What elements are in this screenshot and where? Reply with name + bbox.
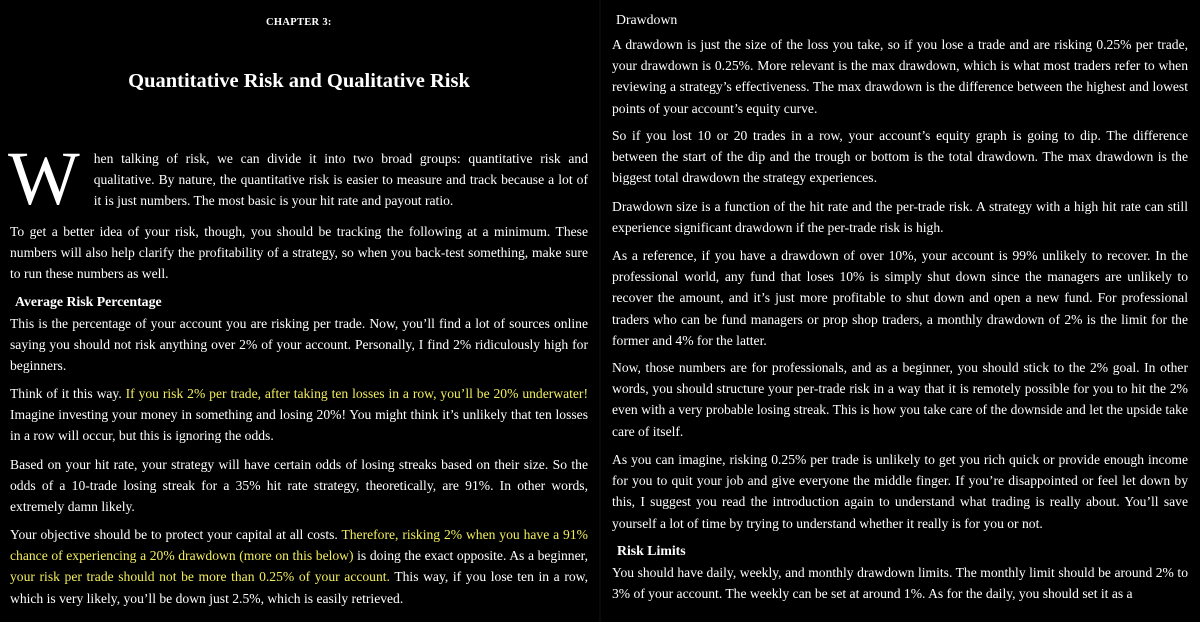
chapter-label: CHAPTER 3: bbox=[266, 17, 332, 28]
heading-drawdown-block bbox=[612, 10, 1188, 30]
think-text-a: Think of it this way. bbox=[10, 386, 126, 401]
heading-risk-limits-block bbox=[612, 541, 1188, 561]
paragraph-lost-block bbox=[612, 125, 1188, 189]
paragraph-drawdown: A drawdown is just the size of the loss you take, so if you lose a trade and are risking 0.25% per trade, your drawdown is 0.25%. More relevant is the max drawdown, which is what most traders refer to when reviewing a strategy’s effectiveness. The max drawdown is the difference between the highest and lowest points of your account’s equity curve. bbox=[612, 37, 1188, 116]
objective-text-c: This way, if you lose ten in a row, which is very likely, you’ll be down just 2.5%, which is easily retrieved. bbox=[10, 569, 588, 606]
intro-text: hen talking of risk, we can divide it into two broad groups: quantitative risk and qualitative. By nature, the quantitative risk is easier to measure and track because a lot of it is just numbers. The most basic is your hit rate and payout ratio. bbox=[93, 151, 588, 209]
think-text-b: Imagine investing your money in something and losing 20%! You might think it’s unlikely that ten losses in a row will occur, but this is ignoring the odds. bbox=[10, 407, 588, 444]
paragraph-better-idea-block bbox=[10, 221, 588, 285]
objective-text-b: is doing the exact opposite. As a beginner, bbox=[353, 548, 588, 564]
paragraph-reference-block bbox=[612, 245, 1188, 351]
paragraph-lost: So if you lost 10 or 20 trades in a row, your account’s equity graph is going to dip. The difference between the start of the dip and the trough or bottom is the total drawdown. The max drawdown is the biggest total drawdown the strategy experiences. bbox=[612, 128, 1188, 186]
paragraph-now: Now, those numbers are for professionals, and as a beginner, you should stick to the 2% goal. In other words, you should structure your per-trade risk in a way that it is remotely possible for you to hit the 2% even with a very probable losing streak. This is how you take care of the downside and let the upside take care of itself. bbox=[612, 360, 1188, 439]
paragraph-hit-rate: Based on your hit rate, your strategy will have certain odds of losing streaks based on their size. So the odds of a 10-trade losing streak for a 35% hit rate strategy, theoretically, are 91%. In other words, extremely damn likely. bbox=[10, 457, 588, 515]
paragraph-think bbox=[10, 383, 588, 447]
objective-highlight-1: Therefore, risking 2% when you have a 91% chance of experiencing a 20% drawdown (more on this below) bbox=[10, 527, 588, 564]
paragraph-percentage-block bbox=[10, 313, 588, 377]
paragraph-think-block bbox=[10, 383, 588, 447]
objective-highlight-2: your risk per trade should not be more than 0.25% of your account. bbox=[10, 569, 390, 585]
heading-average-risk-block bbox=[10, 292, 588, 312]
paragraph-limits-block bbox=[612, 562, 1188, 604]
paragraph-objective-block bbox=[10, 524, 588, 609]
think-highlight: If you risk 2% per trade, after taking ten losses in a row, you’ll be 20% underwater! bbox=[125, 386, 588, 401]
paragraph-imagine: As you can imagine, risking 0.25% per trade is unlikely to get you rich quick or provide enough income for you to quit your job and give everyone the middle finger. If you’re disappointed or feel let down by this, I suggest you read the introduction again to understand what trading is really about. You’ll save yourself a lot of time by trying to understand whether it really is for you or not. bbox=[612, 452, 1188, 531]
paragraph-size-block bbox=[612, 196, 1188, 238]
paragraph-now-block bbox=[612, 357, 1188, 442]
paragraph-objective bbox=[10, 524, 588, 609]
paragraph-drawdown-block bbox=[612, 34, 1188, 119]
paragraph-reference: As a reference, if you have a drawdown of over 10%, your account is 99% unlikely to recover. In the professional world, any fund that loses 10% is simply shut down since the managers are unlikely to recover the amount, and it’s just more profitable to shut down and open a new fund. For professional traders who can be fund managers or prop shop traders, a monthly drawdown of 2% is the limit for the former and 4% for the latter. bbox=[612, 248, 1188, 348]
paragraph-size: Drawdown size is a function of the hit rate and the per-trade risk. A strategy with a high hit rate can still experience significant drawdown if the per-trade risk is high. bbox=[612, 199, 1188, 236]
paragraph-better-idea: To get a better idea of your risk, though, you should be tracking the following at a minimum. These numbers will also help clarify the profitability of a strategy, so when you back-test something, make sure to run these numbers as well. bbox=[10, 224, 588, 282]
objective-text-a: Your objective should be to protect your capital at all costs. bbox=[10, 527, 342, 542]
paragraph-hit-rate-block bbox=[10, 454, 588, 518]
paragraph-imagine-block bbox=[612, 449, 1188, 534]
heading-risk-limits: Risk Limits bbox=[617, 543, 686, 558]
drop-cap: W bbox=[8, 137, 80, 221]
chapter-title: Quantitative Risk and Qualitative Risk bbox=[128, 70, 470, 92]
heading-average-risk-percentage: Average Risk Percentage bbox=[15, 294, 162, 309]
heading-drawdown: Drawdown bbox=[616, 12, 678, 27]
paragraph-limits: You should have daily, weekly, and monthly drawdown limits. The monthly limit should be around 2% to 3% of your account. The weekly can be set at around 1%. As for the daily, you should set it as a bbox=[612, 565, 1188, 602]
intro-paragraph-block bbox=[8, 137, 588, 221]
intro-paragraph bbox=[8, 137, 588, 221]
page-divider bbox=[599, 0, 601, 622]
paragraph-percentage: This is the percentage of your account you are risking per trade. Now, you’ll find a lot of sources online saying you should not risk anything over 2% of your account. Personally, I find 2% ridiculously high for beginners. bbox=[10, 316, 588, 374]
